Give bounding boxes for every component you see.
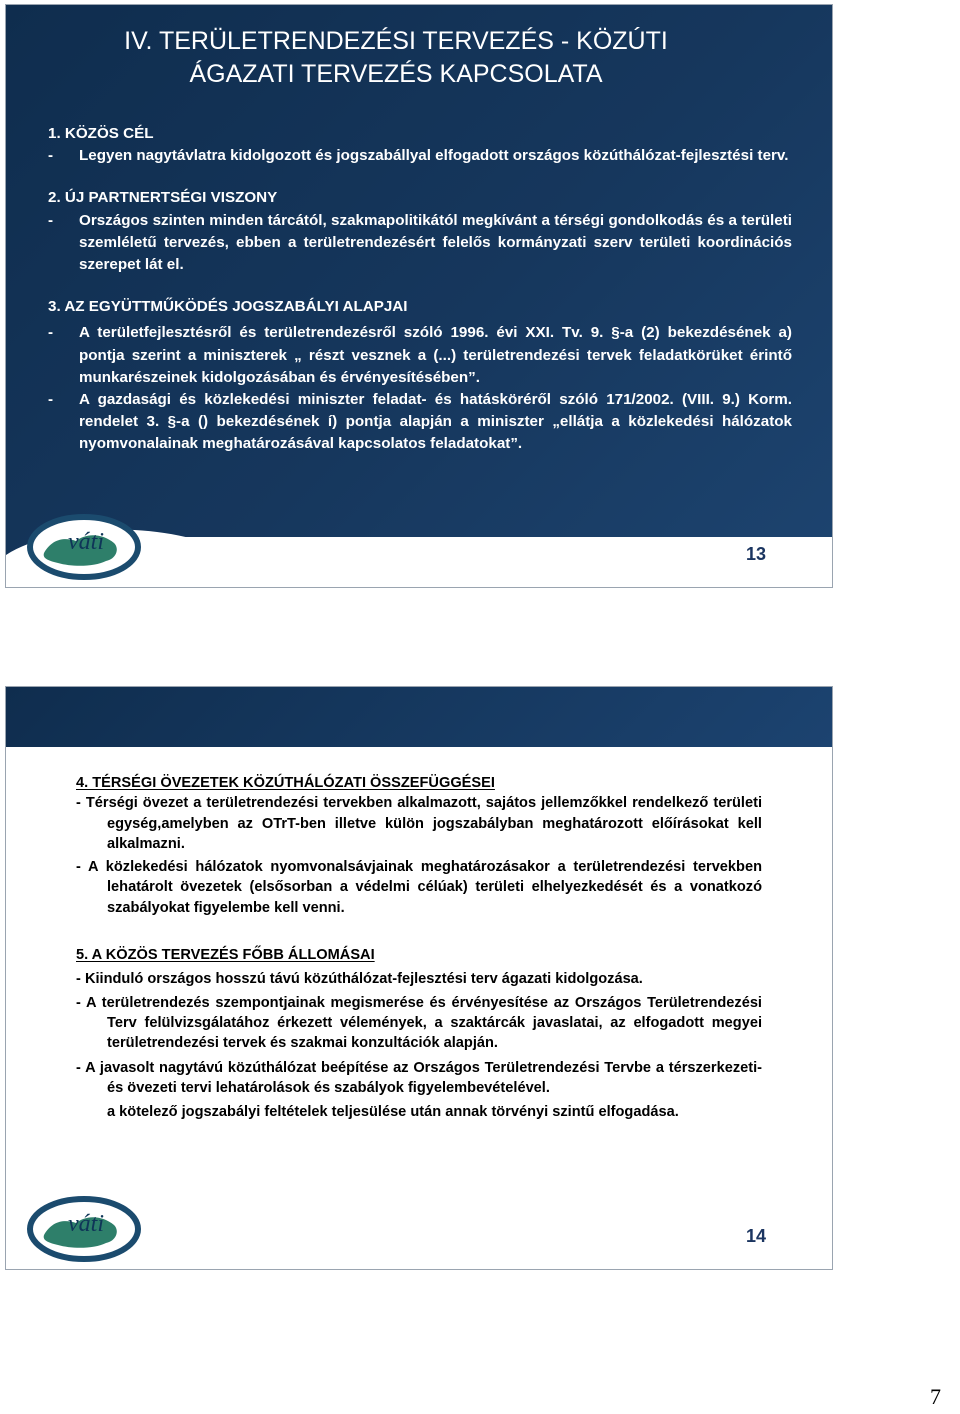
item-text: A területrendezés szempontjainak megismerése és érvényesítése az Országos Területrendezési Terv felülvizsgálatához érkezett vélemények, a szaktárcák javaslatai, az elfogadott megyei területrendezési tervek és szakmai konzultációk alapján. [86, 994, 762, 1052]
section-1-item [48, 145, 792, 167]
slide-page-number: 13 [745, 544, 766, 564]
dash: - [48, 391, 54, 409]
section-5-item-3 [76, 1058, 762, 1099]
logo-text: váti [68, 1211, 104, 1237]
slide-14 [5, 686, 833, 1270]
document-page-number: 7 [930, 1384, 941, 1409]
vati-logo-icon [24, 1191, 144, 1263]
slide-footer [6, 515, 832, 587]
item-text: A javasolt nagytávú közúthálózat beépítése az Országos Területrendezési Tervbe a térszerkezeti- és övezeti tervi lehatárolások és szabályok figyelembevételével. [85, 1059, 763, 1096]
title-line-2: ÁGAZATI TERVEZÉS KAPCSOLATA [189, 60, 603, 88]
dash: - [48, 324, 54, 342]
item-text: A gazdasági és közlekedési miniszter feladat- és hatásköréről szóló 171/2002. (VIII. 9.) Korm. rendelet 3. §-a () bekezdésének í) pontja alapján a miniszter „ellátja a közlekedési hálózatok nyomvonalainak meghatározásával kapcsolatos feladatokat”. [79, 391, 792, 453]
section-5-item-1 [76, 969, 762, 989]
slide-title [6, 25, 786, 91]
dash: - [76, 971, 81, 988]
slide-footer [6, 1197, 832, 1269]
slide-header-bar [6, 687, 832, 747]
slide-content [48, 123, 792, 456]
section-5-item-2 [76, 993, 762, 1054]
item-text: Kiinduló országos hosszú távú közúthálózat-fejlesztési terv ágazati kidolgozása. [84, 971, 643, 988]
section-3-item-2 [48, 389, 792, 456]
dash: - [76, 1059, 81, 1076]
vati-logo-icon [24, 509, 144, 581]
dash: - [48, 147, 54, 165]
section-4-heading: 4. TÉRSÉGI ÖVEZETEK KÖZÚTHÁLÓZATI ÖSSZEFÜGGÉSEI [76, 775, 495, 791]
item-text: A közlekedési hálózatok nyomvonalsávjainak meghatározásakor a területrendezési tervekben lehatárolt övezetek (elsősorban a védelmi célúak) területi elhelyezkedését és a vonatkozó szabályokat figyelembe kell venni. [88, 859, 762, 916]
section-5-item-4: a kötelező jogszabályi feltételek teljesülése után annak törvényi szintű elfogadása. [107, 1104, 679, 1121]
section-3-heading: 3. AZ EGYÜTTMŰKÖDÉS JOGSZABÁLYI ALAPJAI [48, 298, 408, 316]
section-5-heading: 5. A KÖZÖS TERVEZÉS FŐBB ÁLLOMÁSAI [76, 947, 375, 964]
section-4-item-2 [76, 857, 762, 918]
section-1-heading: 1. KÖZÖS CÉL [48, 125, 154, 142]
dash: - [76, 994, 81, 1011]
dash: - [76, 859, 81, 876]
item-text: Térségi övezet a területrendezési tervekben alkalmazott, sajátos jellemzőkkel rendelkező területi egység,amelyben az OTrT-ben illetve külön jogszabályban meghatározott előírásokat kell alkalmazni. [85, 795, 762, 852]
logo-text: váti [68, 529, 104, 555]
section-3-item-1 [48, 322, 792, 389]
dash: - [48, 211, 54, 229]
dash: - [76, 795, 81, 812]
item-text: Legyen nagytávlatra kidolgozott és jogszabállyal elfogadott országos közúthálózat-fejlesztési terv. [79, 147, 789, 165]
section-2-item [48, 210, 792, 277]
item-text: Országos szinten minden tárcától, szakmapolitikától megkívánt a térségi gondolkodás és a területi szemléletű tervezés, ebben a területrendezésért felelős kormányzati szerv területi koordinációs szerepet lát el. [79, 211, 792, 274]
item-text: A területfejlesztésről és területrendezésről szóló 1996. évi XXI. Tv. 9. §-a (2) bekezdésének a) pontja szerint a miniszterek „ részt vesznek a (...) területrendezési tervek feladatkörüket érintő munkarészeinek kidolgozásában és érvényesítésében”. [79, 324, 792, 386]
title-line-1: IV. TERÜLETRENDEZÉSI TERVEZÉS - KÖZÚTI [124, 27, 668, 55]
slide-page-number: 14 [745, 1226, 766, 1246]
slide-content [76, 773, 762, 1122]
section-2-heading: 2. ÚJ PARTNERTSÉGI VISZONY [48, 189, 278, 207]
slide-13 [5, 4, 833, 588]
section-4-item-1 [76, 793, 762, 854]
